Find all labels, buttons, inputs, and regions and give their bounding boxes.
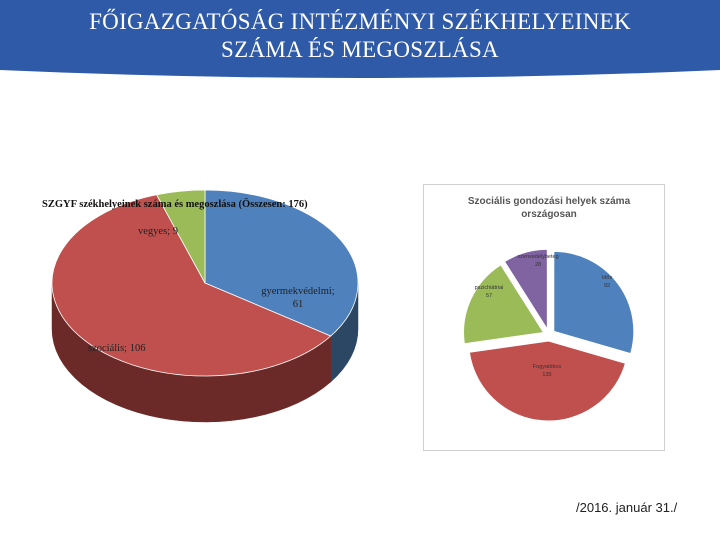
chart2-title-line-1: Szociális gondozási helyek száma (467, 196, 631, 207)
pie2-label-idos: Idős 92 (601, 275, 613, 289)
page-title-line-2: SZÁMA ÉS MEGOSZLÁSA (221, 37, 499, 62)
national-care-pie-chart (423, 184, 665, 451)
pie-label-gyermekvedelmi: gyermekvédelmi; 61 (261, 286, 335, 310)
pie2-slice-fogyatekos (469, 341, 625, 421)
chart2-title-line-2: országosan (521, 209, 577, 220)
pie2-label-szenvedelybeteg: szenvedélybeteg 28 (517, 254, 559, 268)
pie2-label-fogyatekos: Fogyatékos 135 (532, 364, 562, 378)
header-band (0, 0, 720, 82)
szgyf-pie-chart (30, 190, 410, 450)
date-footer: /2016. január 31./ (576, 500, 678, 515)
pie-label-vegyes: vegyes; 9 (138, 226, 178, 237)
page-title (20, 8, 700, 64)
pie-exploded-canvas (424, 185, 664, 450)
pie-label-szocialis: szociális; 106 (88, 343, 146, 354)
pie2-label-pszichiatriai: pszichiátriai 57 (474, 285, 504, 299)
pie-3d-canvas (30, 190, 410, 450)
chart-title: SZGYF székhelyeinek száma és megoszlása (Összesen: 176) (42, 199, 308, 210)
pie2-slice-idos (554, 251, 634, 353)
page-title-line-1: FŐIGAZGATÓSÁG INTÉZMÉNYI SZÉKHELYEINEK (89, 9, 631, 34)
